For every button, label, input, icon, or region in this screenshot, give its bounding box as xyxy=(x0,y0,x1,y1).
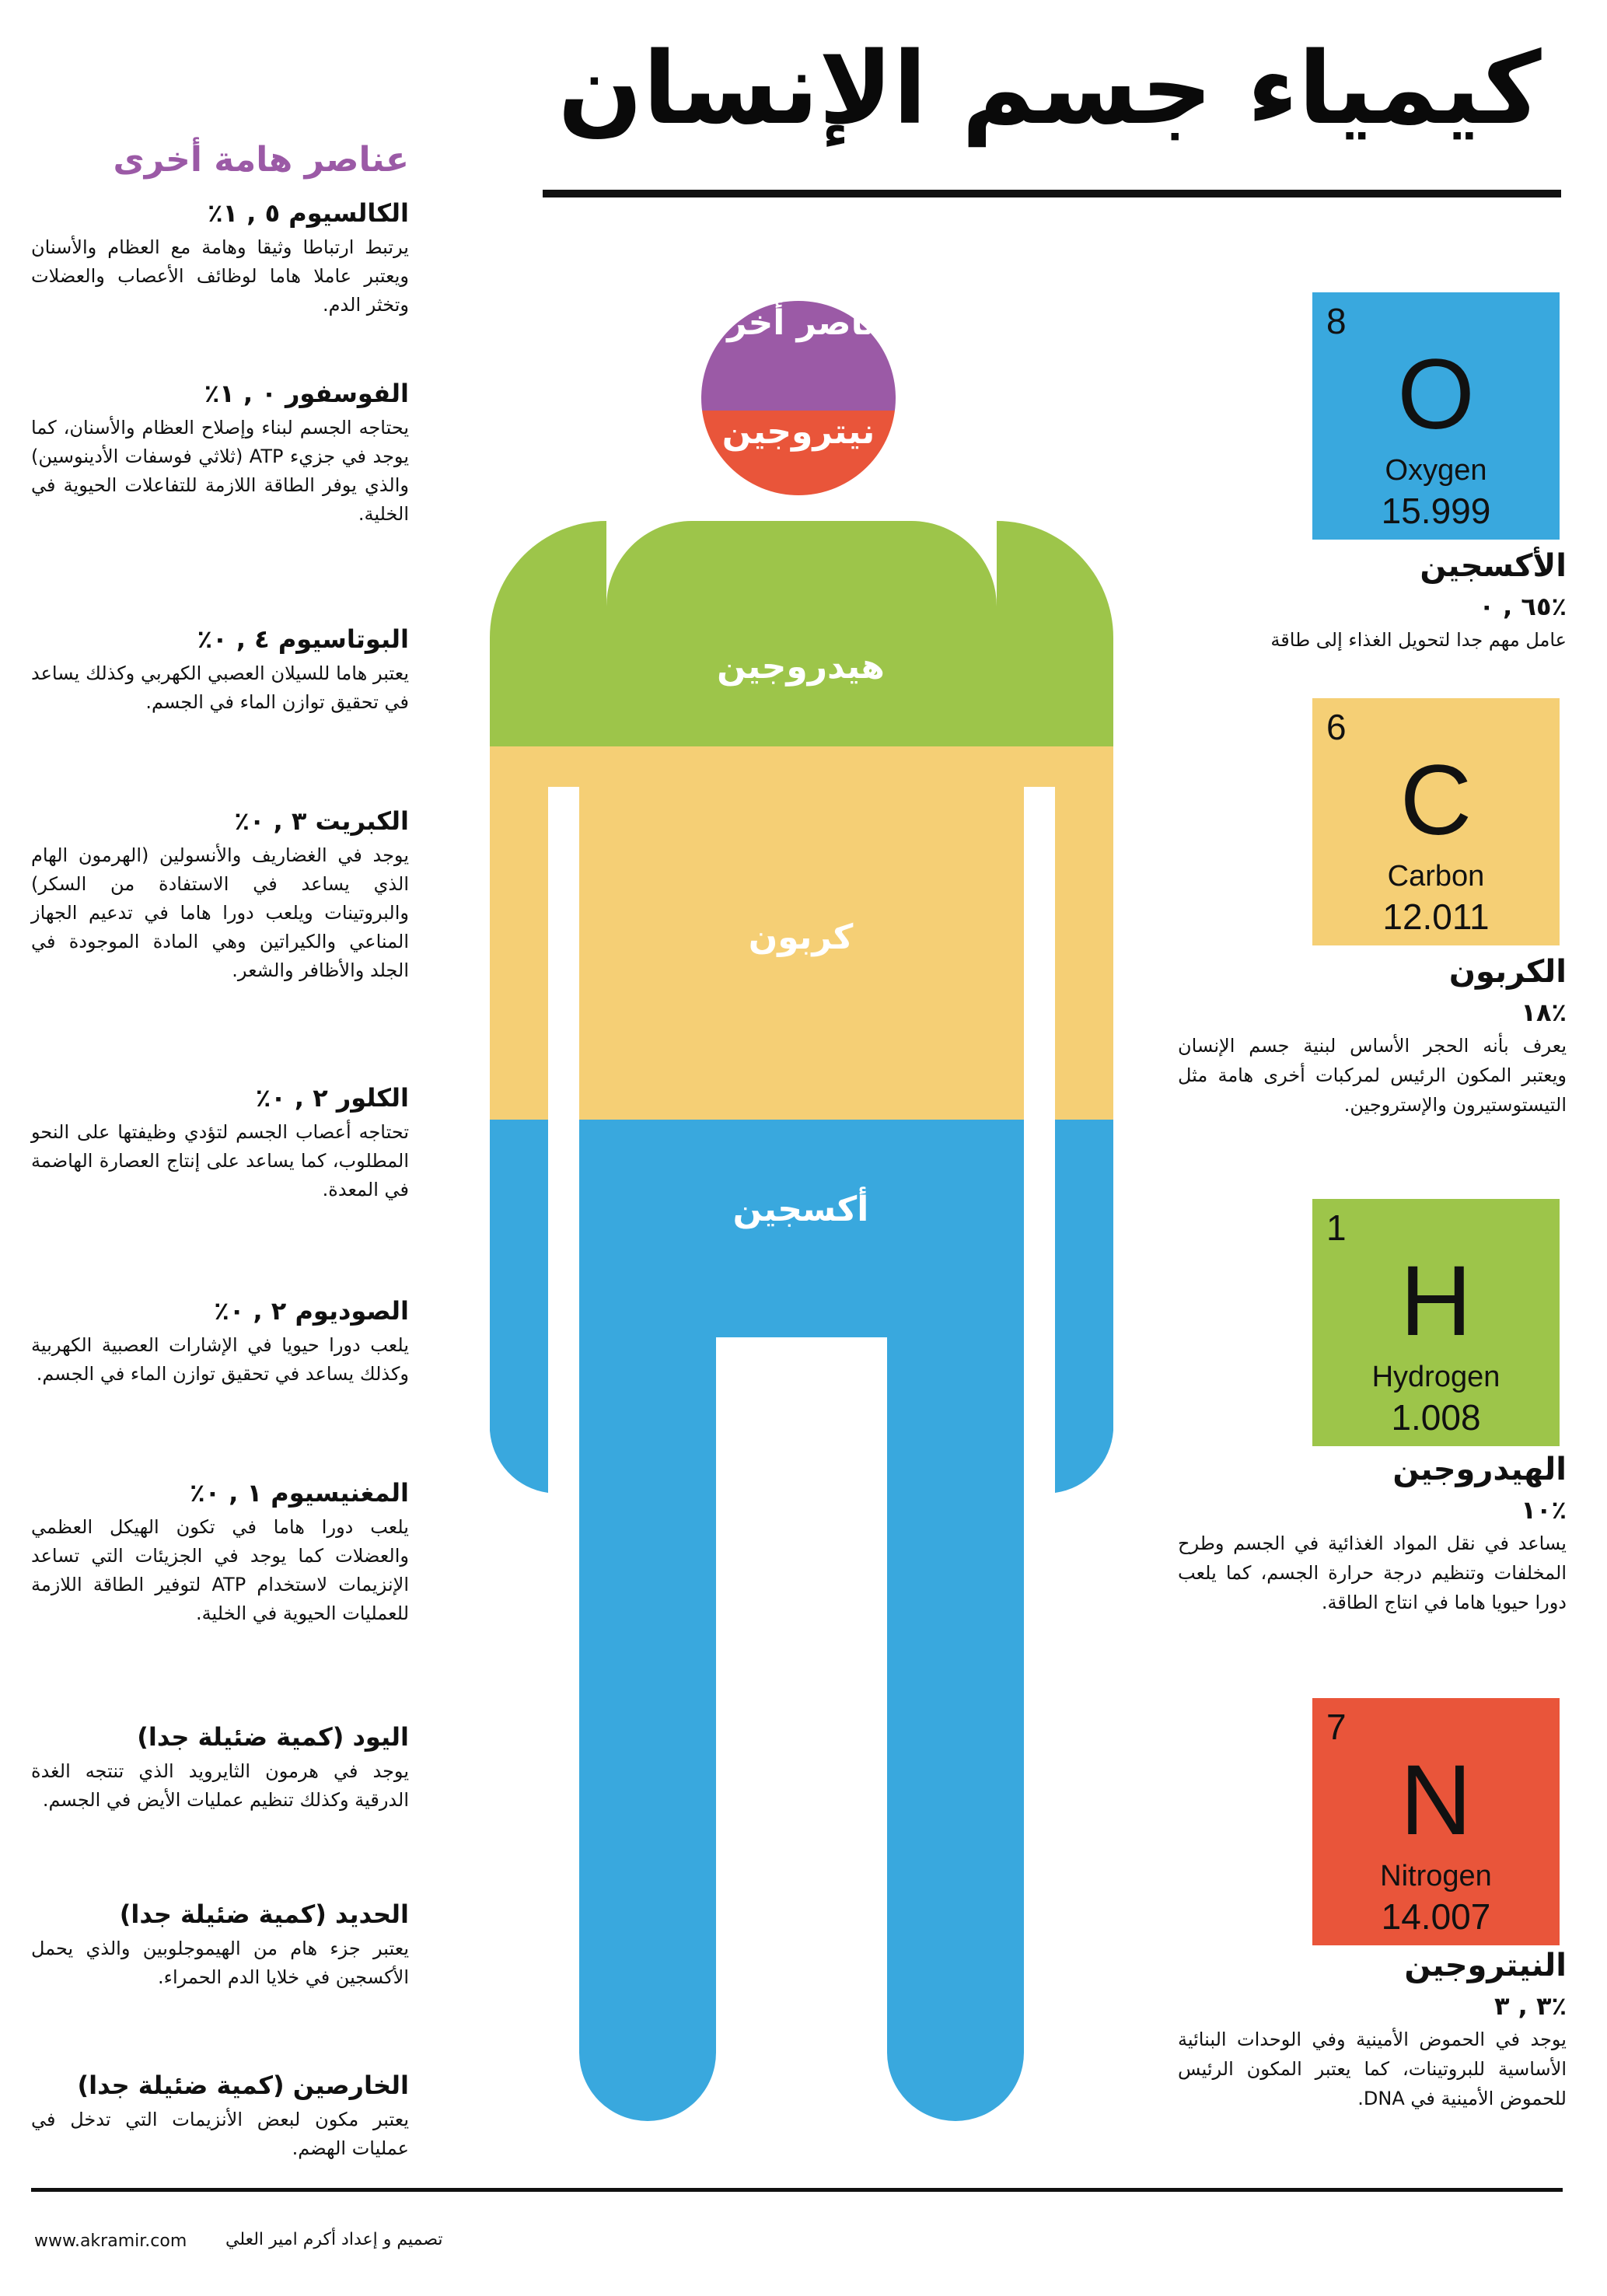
oxygen-tile xyxy=(1312,292,1560,540)
oxygen-arabic-name: الأكسجين xyxy=(1420,548,1567,584)
zinc-block xyxy=(31,2068,409,2163)
iodine-heading: اليود (كمية ضئيلة جدا) xyxy=(137,1722,409,1752)
footer-divider xyxy=(31,2188,1563,2192)
phosphorus-heading: الفوسفور ٠ , ١٪ xyxy=(204,379,409,408)
iron-block xyxy=(31,1897,409,1992)
left-arm-end xyxy=(490,1120,548,1493)
iron-heading: الحديد (كمية ضئيلة جدا) xyxy=(119,1899,409,1929)
magnesium-heading: المغنيسيوم ١ , ٠٪ xyxy=(190,1478,409,1508)
carbon-description: يعرف بأنه الحجر الأساس لبنية جسم الإنسان ويعتبر المكون الرئيس لمركبات أخرى هامة مثل التيستوستيرون والإستروجين. xyxy=(1178,1035,1567,1116)
carbon-atomic-number: 6 xyxy=(1326,707,1347,747)
label-nitrogen: نيتروجين xyxy=(721,412,875,452)
oxygen-description: عامل مهم جدا لتحويل الغذاء إلى طاقة xyxy=(1270,629,1567,651)
hydrogen-tile xyxy=(1312,1199,1560,1446)
calcium-heading: الكالسيوم ٥ , ١٪ xyxy=(208,198,409,228)
magnesium-text: يلعب دورا هاما في تكون الهيكل العظمي والعضلات كما يوجد في الجزيئات التي تساعد الإنزيمات لاستخدام ATP لتوفير الطاقة اللازمة للعمليات الحيوية في الخلية. xyxy=(31,1516,409,1624)
carbon-mass: 12.011 xyxy=(1382,896,1490,937)
potassium-text: يعتبر هاما للسيلان العصبي الكهربي وكذلك يساعد في تحقيق توازن الماء في الجسم. xyxy=(31,662,409,713)
nitrogen-percent: ٪٣ , ٣ xyxy=(1493,1991,1567,2021)
oxygen-lower-body xyxy=(579,1120,1024,2121)
hydrogen-info xyxy=(1178,1448,1567,1617)
shoulder-right xyxy=(997,521,1113,746)
hydrogen-arabic-name: الهيدروجين xyxy=(1392,1452,1567,1487)
hydrogen-percent: ٪١٠ xyxy=(1521,1495,1567,1525)
oxygen-info xyxy=(1178,544,1567,655)
label-carbon: كربون xyxy=(748,917,854,957)
magnesium-block xyxy=(31,1476,409,1628)
left-arm-gap xyxy=(548,787,579,1564)
label-other: عناصر أخرى xyxy=(695,303,902,343)
hydrogen-symbol: H xyxy=(1399,1246,1473,1357)
nitrogen-info xyxy=(1178,1944,1567,2113)
title-divider xyxy=(543,190,1561,197)
sulfur-heading: الكبريت ٣ , ٠٪ xyxy=(234,806,409,836)
carbon-percent: ٪١٨ xyxy=(1521,998,1567,1027)
sodium-block xyxy=(31,1294,409,1389)
sodium-text: يلعب دورا حيويا في الإشارات العصبية الكهربية وكذلك يساعد في تحقيق توازن الماء في الجسم. xyxy=(31,1334,409,1385)
nitrogen-mass: 14.007 xyxy=(1381,1896,1491,1937)
page-title: كيمياء جسم الإنسان xyxy=(557,31,1542,147)
calcium-block xyxy=(31,196,409,320)
carbon-english-name: Carbon xyxy=(1387,860,1485,893)
oxygen-percent: ٪٦٥ , ٠ xyxy=(1479,592,1567,621)
shoulder-left xyxy=(490,521,606,746)
human-body-figure xyxy=(412,233,1190,2123)
zinc-heading: الخارصين (كمية ضئيلة جدا) xyxy=(77,2071,409,2100)
nitrogen-symbol: N xyxy=(1399,1745,1473,1856)
hydrogen-mass: 1.008 xyxy=(1391,1397,1481,1438)
potassium-heading: البوتاسيوم ٤ , ٠٪ xyxy=(197,624,409,654)
sodium-heading: الصوديوم ٢ , ٠٪ xyxy=(214,1296,409,1326)
hydrogen-english-name: Hydrogen xyxy=(1371,1361,1500,1393)
hydrogen-shoulders xyxy=(606,521,997,746)
website-link[interactable]: www.akramir.com xyxy=(34,2231,187,2251)
calcium-text: يرتبط ارتباطا وثيقا وهامة مع العظام والأسنان ويعتبر عاملا هاما لوظائف الأعصاب والعضلات وتخثر الدم. xyxy=(31,236,409,316)
label-hydrogen: هيدروجين xyxy=(717,647,885,687)
designer-credit: تصميم و إعداد أكرم امير العلي xyxy=(225,2230,443,2249)
nitrogen-arabic-name: النيتروجين xyxy=(1404,1948,1567,1983)
oxygen-mass: 15.999 xyxy=(1381,491,1491,531)
sulfur-block xyxy=(31,804,409,985)
nitrogen-tile xyxy=(1312,1698,1560,1945)
hydrogen-description: يساعد في نقل المواد الغذائية في الجسم وطرح المخلفات وتنظيم درجة حرارة الجسم، كما يلعب دورا حيويا هاما في انتاج الطاقة. xyxy=(1178,1532,1567,1613)
oxygen-symbol: O xyxy=(1397,339,1475,450)
chlorine-text: تحتاجه أعصاب الجسم لتؤدي وظيفتها على النحو المطلوب، كما يساعد على إنتاج العصارة الهاضمة في المعدة. xyxy=(31,1121,409,1200)
sulfur-text: يوجد في الغضاريف والأنسولين (الهرمون الهام الذي يساعد في الاستفادة من السكر) والبروتينات ويلعب دورا هاما في تدعيم الجهاز المناعي والكيراتين وهي المادة الموجودة في الجلد والأظافر والشعر. xyxy=(31,844,409,981)
right-arm-gap xyxy=(1024,787,1055,1564)
zinc-text: يعتبر مكون لبعض الأنزيمات التي تدخل في عمليات الهضم. xyxy=(31,2109,409,2159)
iron-text: يعتبر جزء هام من الهيموجلوبين والذي يحمل الأكسجين في خلايا الدم الحمراء. xyxy=(31,1938,409,1988)
carbon-info xyxy=(1178,950,1567,1120)
torso xyxy=(490,521,1113,2121)
chlorine-heading: الكلور ٢ , ٠٪ xyxy=(255,1083,409,1113)
nitrogen-atomic-number: 7 xyxy=(1326,1707,1347,1747)
chlorine-block xyxy=(31,1081,409,1204)
iodine-text: يوجد في هرمون الثايرويد الذي تنتجه الغدة الدرقية وكذلك تنظيم عمليات الأيض في الجسم. xyxy=(31,1760,409,1811)
phosphorus-block xyxy=(31,376,409,529)
other-elements-heading: عناصر هامة أخرى xyxy=(113,140,409,180)
nitrogen-english-name: Nitrogen xyxy=(1380,1860,1492,1892)
oxygen-english-name: Oxygen xyxy=(1385,454,1487,487)
oxygen-atomic-number: 8 xyxy=(1326,301,1347,341)
carbon-arabic-name: الكربون xyxy=(1448,954,1567,990)
carbon-tile xyxy=(1312,698,1560,945)
nitrogen-description: يوجد في الحموض الأمينية وفي الوحدات البنائية الأساسية للبروتينات، كما يعتبر المكون الرئيس للحموض الأمينية في DNA. xyxy=(1178,2029,1567,2109)
phosphorus-text: يحتاجه الجسم لبناء وإصلاح العظام والأسنان، كما يوجد في جزيء ATP (ثلاثي فوسفات الأدينوسين) والذي يوفر الطاقة اللازمة للتفاعلات الحيوية في الخلية. xyxy=(31,417,409,525)
carbon-symbol: C xyxy=(1399,745,1473,856)
hydrogen-atomic-number: 1 xyxy=(1326,1207,1347,1248)
potassium-block xyxy=(31,622,409,717)
iodine-block xyxy=(31,1720,409,1815)
right-arm-end xyxy=(1055,1120,1113,1493)
label-oxygen: أكسجين xyxy=(732,1190,869,1229)
